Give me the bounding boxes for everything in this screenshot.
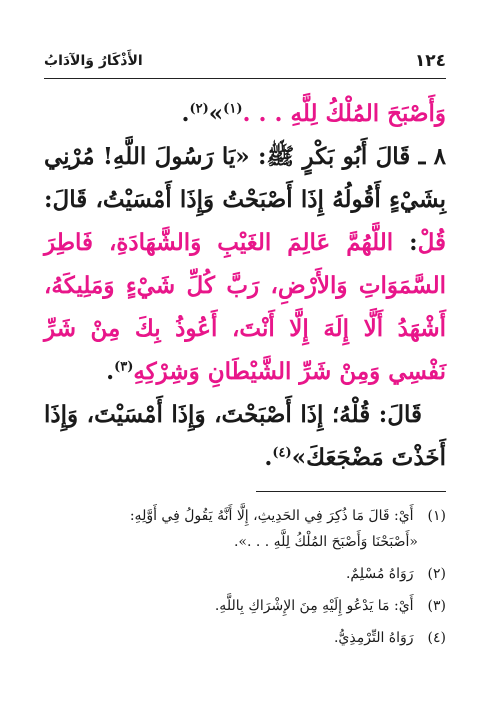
running-title: الأَذْكَارُ وَالآدَابُ bbox=[44, 53, 143, 69]
qul-word: قُلْ bbox=[417, 229, 446, 256]
footnote-3 bbox=[44, 593, 446, 619]
footnote-ref-3: (٣) bbox=[114, 359, 134, 375]
hadith-text: قَالَ: bbox=[370, 401, 422, 428]
footnote-text: أَيْ: قَالَ مَا ذُكِرَ فِي الحَدِيثِ، إِلَّا أَنَّهُ يَقُولُ فِي أَوَّلِهِ: bbox=[129, 508, 414, 524]
paragraph-2 bbox=[44, 135, 446, 393]
footnote-text: رَوَاهُ مُسْلِمٌ. bbox=[345, 566, 414, 582]
footnote-4 bbox=[44, 625, 446, 651]
footnote-1 bbox=[44, 503, 446, 555]
qulhu-word: قُلْهُ bbox=[339, 401, 371, 428]
footnote-number: (١) bbox=[427, 508, 446, 524]
hadith-intro: ٨ ـ قَالَ أَبُو بَكْرٍ ﷺ: «يَا رَسُولَ اللَّهِ! مُرْنِي بِشَيْءٍ أَقُولُهُ إِذَا أَصْبَحْتُ وَإِذَا أَمْسَيْتُ، قَالَ: bbox=[44, 143, 446, 213]
footnote-number: (٣) bbox=[427, 598, 446, 614]
footnote-text-cont: «أَصْبَحْنَا وَأَصْبَحَ المُلْكُ لِلَّهِ . . .». bbox=[233, 534, 418, 550]
footnote-2 bbox=[44, 561, 446, 587]
footnote-ref-1: (١) bbox=[223, 101, 243, 117]
period: . bbox=[106, 358, 115, 385]
quote-close: » bbox=[208, 100, 224, 127]
footnote-number: (٢) bbox=[427, 566, 446, 582]
main-text bbox=[44, 92, 446, 479]
header-divider bbox=[44, 78, 446, 79]
dhikr-text: وَأَصْبَحَ المُلْكُ لِلَّهِ . . . bbox=[242, 100, 446, 127]
footnote-text: رَوَاهُ التِّرْمِذِيُّ. bbox=[333, 630, 414, 646]
footnote-ref-2: (٢) bbox=[189, 101, 209, 117]
page-header bbox=[44, 47, 446, 75]
paragraph-1 bbox=[44, 92, 446, 135]
footnotes bbox=[44, 503, 446, 657]
colon: : bbox=[393, 229, 418, 256]
footnote-number: (٤) bbox=[427, 630, 446, 646]
dhikr-text: اللَّهُمَّ عَالِمَ الغَيْبِ وَالشَّهَادَةِ، فَاطِرَ السَّمَوَاتِ وَالأَرْضِ، رَبَّ كُلِّ شَيْءٍ وَمَلِيكَهُ، أَشْهَدُ أَلَّا إِلَهَ إِلَّا أَنْتَ، أَعُوذُ بِكَ مِنْ شَرِّ نَفْسِي وَمِنْ شَرِّ الشَّيْطَانِ وَشِرْكِهِ bbox=[44, 229, 446, 385]
period: . bbox=[264, 444, 273, 471]
footnote-ref-4: (٤) bbox=[272, 445, 292, 461]
period: . bbox=[181, 100, 190, 127]
footnote-divider bbox=[256, 491, 446, 492]
footnote-text: أَيْ: مَا يَدْعُو إِلَيْهِ مِنَ الإِشْرَاكِ بِاللَّهِ. bbox=[214, 598, 414, 614]
page-number: ١٢٤ bbox=[414, 51, 446, 71]
hadith-text: ؛ إِذَا أَصْبَحْتَ، وَإِذَا أَمْسَيْتَ، وَإِذَا أَخَذْتَ مَضْجَعَكَ» bbox=[44, 401, 446, 471]
paragraph-3 bbox=[44, 393, 446, 479]
